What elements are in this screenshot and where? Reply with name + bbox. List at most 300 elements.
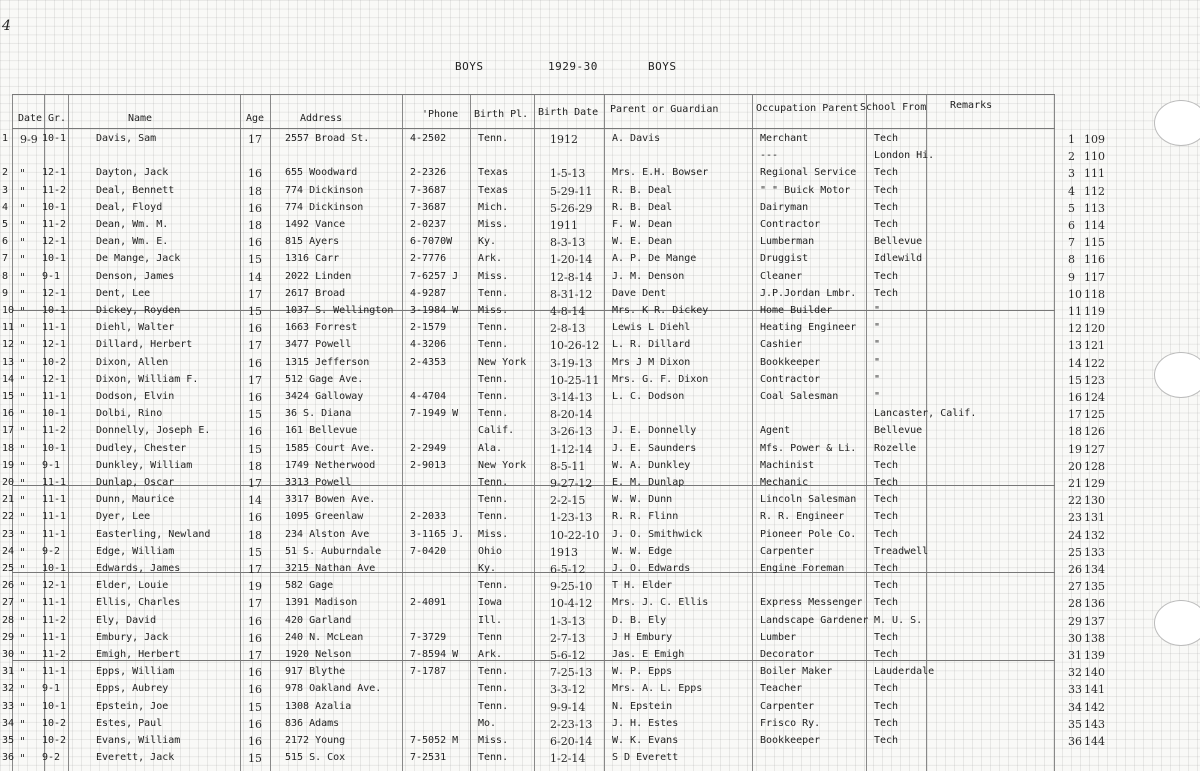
row-number: 6 bbox=[2, 236, 9, 248]
row-birthplace: Ark. bbox=[478, 649, 503, 660]
row-parent: R. R. Flinn bbox=[612, 511, 679, 523]
row-school: Tech bbox=[874, 133, 899, 144]
row-occupation: Mechanic bbox=[760, 477, 809, 488]
row-parent: J. M. Denson bbox=[612, 270, 685, 282]
row-birthplace: Ky. bbox=[478, 563, 497, 574]
row-name: Dudley, Chester bbox=[96, 442, 187, 454]
row-school: Tech bbox=[874, 631, 899, 643]
row-number: 9 bbox=[2, 287, 9, 299]
row-school: M. U. S. bbox=[874, 614, 923, 626]
table-row bbox=[0, 405, 1200, 422]
row-ref-b: 136 bbox=[1084, 597, 1105, 611]
row-age: 15 bbox=[248, 545, 262, 559]
row-birthdate: 1-23-13 bbox=[550, 511, 593, 525]
row-phone: 4-9287 bbox=[410, 287, 447, 299]
row-school: Tech bbox=[874, 494, 899, 506]
row-grade: 10-1 bbox=[42, 201, 67, 213]
row-birthdate: 8-31-12 bbox=[550, 287, 593, 301]
row-phone: 7-6257 J bbox=[410, 270, 459, 282]
row-phone: 7-8594 W bbox=[410, 649, 459, 660]
row-birthdate: 12-8-14 bbox=[550, 270, 593, 284]
row-birthdate: 3-19-13 bbox=[550, 356, 593, 370]
row-grade: 11-1 bbox=[42, 666, 67, 678]
row-school: " bbox=[874, 356, 881, 368]
table-row bbox=[0, 543, 1200, 560]
row-parent: J H Embury bbox=[612, 631, 673, 643]
row-date: " bbox=[20, 545, 26, 559]
row-grade: 12-1 bbox=[42, 287, 67, 299]
row-ref-b: 135 bbox=[1084, 580, 1105, 594]
row-birthdate: 5-6-12 bbox=[550, 649, 586, 662]
table-row bbox=[0, 680, 1200, 697]
row-address: 2022 Linden bbox=[285, 270, 352, 282]
row-birthplace: Miss. bbox=[478, 528, 509, 540]
row-age: 15 bbox=[248, 305, 262, 318]
row-ref-b: 128 bbox=[1084, 459, 1105, 473]
row-ref-a: 17 bbox=[1068, 408, 1082, 422]
row-parent: A. Davis bbox=[612, 133, 661, 144]
row-date: " bbox=[20, 425, 26, 439]
row-grade: 10-2 bbox=[42, 356, 67, 368]
row-age: 14 bbox=[248, 494, 262, 508]
row-number: 32 bbox=[2, 683, 15, 695]
row-number: 12 bbox=[2, 339, 15, 351]
row-ref-b: 144 bbox=[1084, 735, 1105, 748]
row-occupation: Coal Salesman bbox=[760, 391, 839, 402]
row-ref-b: 118 bbox=[1084, 287, 1105, 301]
row-date: " bbox=[20, 442, 26, 456]
row-name: Dillard, Herbert bbox=[96, 339, 193, 351]
row-address: 917 Blythe bbox=[285, 666, 346, 678]
row-school: Lauderdale bbox=[874, 666, 935, 678]
row-phone: 7-5052 M bbox=[410, 735, 459, 746]
row-date: " bbox=[20, 356, 26, 370]
row-occupation: Boiler Maker bbox=[760, 666, 833, 678]
row-parent: L. C. Dodson bbox=[612, 391, 685, 402]
row-address: 1315 Jefferson bbox=[285, 356, 370, 368]
row-name: Edwards, James bbox=[96, 563, 181, 574]
row-ref-b: 120 bbox=[1084, 322, 1105, 336]
row-name: Dyer, Lee bbox=[96, 511, 151, 523]
row-address: 1095 Greenlaw bbox=[285, 511, 364, 523]
row-ref-a: 6 bbox=[1068, 219, 1075, 232]
row-birthplace: Miss. bbox=[478, 219, 509, 230]
row-phone: 2-7776 bbox=[410, 253, 447, 265]
row-age: 16 bbox=[248, 391, 262, 404]
row-grade: 10-1 bbox=[42, 133, 67, 144]
table-row bbox=[0, 336, 1200, 353]
row-date: " bbox=[20, 236, 26, 250]
row-ref-a: 24 bbox=[1068, 528, 1082, 542]
row-school: Idlewild bbox=[874, 253, 923, 265]
row-age: 14 bbox=[248, 270, 262, 284]
row-parent: W. W. Edge bbox=[612, 545, 673, 557]
row-ref-a: 3 bbox=[1068, 167, 1075, 181]
row-date: " bbox=[20, 253, 26, 267]
row-occupation: Agent bbox=[760, 425, 791, 437]
row-ref-b: 125 bbox=[1084, 408, 1105, 422]
row-ref-a: 28 bbox=[1068, 597, 1082, 611]
row-address: 1585 Court Ave. bbox=[285, 442, 376, 454]
table-row bbox=[0, 371, 1200, 388]
row-parent: W. W. Dunn bbox=[612, 494, 673, 506]
row-school: Bellevue bbox=[874, 236, 923, 248]
row-grade: 9-1 bbox=[42, 270, 61, 282]
table-row bbox=[0, 491, 1200, 508]
col-name: Name bbox=[128, 113, 153, 124]
row-grade: 10-1 bbox=[42, 442, 67, 454]
row-date: " bbox=[20, 339, 26, 353]
row-school: Tech bbox=[874, 717, 899, 729]
row-birthdate: 9-9-14 bbox=[550, 700, 586, 714]
row-number: 2 bbox=[2, 167, 9, 179]
row-name: Emigh, Herbert bbox=[96, 649, 181, 660]
row-number: 19 bbox=[2, 459, 15, 471]
row-school: Tech bbox=[874, 597, 899, 609]
row-date: " bbox=[20, 494, 26, 508]
row-birthdate: 1-3-13 bbox=[550, 614, 586, 628]
row-age: 18 bbox=[248, 184, 262, 198]
row-phone: 7-3687 bbox=[410, 201, 447, 213]
row-address: 3313 Powell bbox=[285, 477, 352, 488]
row-parent: S D Everett bbox=[612, 752, 679, 764]
row-parent: Mrs. G. F. Dixon bbox=[612, 373, 709, 385]
row-name: Dunlap, Oscar bbox=[96, 477, 175, 488]
row-parent: W. E. Dean bbox=[612, 236, 673, 248]
row-date: " bbox=[20, 167, 26, 181]
row-date: " bbox=[20, 201, 26, 215]
row-date: " bbox=[20, 683, 26, 697]
table-row bbox=[0, 749, 1200, 766]
row-grade: 9-1 bbox=[42, 683, 61, 695]
row-phone: 2-2326 bbox=[410, 167, 447, 179]
row-occupation: " " Buick Motor bbox=[760, 184, 851, 196]
row-school: Tech bbox=[874, 167, 899, 179]
row-grade: 9-2 bbox=[42, 752, 61, 764]
row-age: 16 bbox=[248, 511, 262, 525]
row-phone: 4-3206 bbox=[410, 339, 447, 351]
row-parent: Jas. E Emigh bbox=[612, 649, 685, 660]
row-ref-a: 34 bbox=[1068, 700, 1082, 714]
row-number: 30 bbox=[2, 649, 15, 660]
row-ref-a: 16 bbox=[1068, 391, 1082, 404]
row-ref-a: 13 bbox=[1068, 339, 1082, 353]
row-address: 2557 Broad St. bbox=[285, 133, 370, 144]
row-grade: 11-1 bbox=[42, 391, 67, 402]
row-name: Everett, Jack bbox=[96, 752, 175, 764]
row-ref-b: 124 bbox=[1084, 391, 1105, 404]
row-occupation: Druggist bbox=[760, 253, 809, 265]
row-school: Tech bbox=[874, 700, 899, 712]
header-boys-left: BOYS bbox=[455, 60, 484, 73]
row-date: " bbox=[20, 511, 26, 525]
row-ref-b: 123 bbox=[1084, 373, 1105, 387]
table-row bbox=[0, 594, 1200, 611]
row-name: Dean, Wm. M. bbox=[96, 219, 169, 230]
row-ref-b: 117 bbox=[1084, 270, 1105, 284]
row-name: Epps, William bbox=[96, 666, 175, 678]
row-school: Tech bbox=[874, 477, 899, 488]
col-grade: Gr. bbox=[48, 113, 67, 124]
row-ref-a: 25 bbox=[1068, 545, 1082, 559]
row-grade: 10-1 bbox=[42, 253, 67, 265]
row-school: Tech bbox=[874, 201, 899, 213]
row-occupation: Dairyman bbox=[760, 201, 809, 213]
row-birthdate: 6-20-14 bbox=[550, 735, 593, 748]
row-age: 17 bbox=[248, 477, 262, 490]
row-school: " bbox=[874, 391, 881, 402]
row-occupation: Lumberman bbox=[760, 236, 815, 248]
row-age: 16 bbox=[248, 735, 262, 748]
row-date: " bbox=[20, 459, 26, 473]
row-age: 16 bbox=[248, 167, 262, 181]
row-ref-b: 132 bbox=[1084, 528, 1105, 542]
row-age: 17 bbox=[248, 649, 262, 662]
row-address: 1663 Forrest bbox=[285, 322, 358, 334]
row-address: 3424 Galloway bbox=[285, 391, 364, 402]
row-grade: 11-2 bbox=[42, 614, 67, 626]
row-grade: 11-1 bbox=[42, 477, 67, 488]
row-age: 18 bbox=[248, 219, 262, 232]
row-age: 16 bbox=[248, 201, 262, 215]
row-school: " bbox=[874, 373, 881, 385]
row-parent: Dave Dent bbox=[612, 287, 667, 299]
row-name: Dayton, Jack bbox=[96, 167, 169, 179]
row-grade: 11-1 bbox=[42, 631, 67, 643]
header-boys-right: BOYS bbox=[648, 60, 677, 73]
row-age: 18 bbox=[248, 459, 262, 473]
row-birthplace: Tenn. bbox=[478, 666, 509, 678]
row-phone: 2-4353 bbox=[410, 356, 447, 368]
row-address: 1037 S. Wellington bbox=[285, 305, 394, 316]
row-age: 17 bbox=[248, 133, 262, 146]
row-birthplace: Ala. bbox=[478, 442, 503, 454]
row-school: Bellevue bbox=[874, 425, 923, 437]
row-ref-b: 137 bbox=[1084, 614, 1105, 628]
row-parent: L. R. Dillard bbox=[612, 339, 691, 351]
row-number: 21 bbox=[2, 494, 15, 506]
row-number: 34 bbox=[2, 717, 15, 729]
row-parent: Mrs. A. L. Epps bbox=[612, 683, 703, 695]
row-birthplace: Tenn. bbox=[478, 580, 509, 592]
row-name: Dolbi, Rino bbox=[96, 408, 163, 420]
row-age: 15 bbox=[248, 253, 262, 267]
row-birthplace: Miss. bbox=[478, 735, 509, 746]
row-occupation: Bookkeeper bbox=[760, 735, 821, 746]
row-ref-a: 31 bbox=[1068, 649, 1082, 662]
row-number: 16 bbox=[2, 408, 15, 420]
row-age: 15 bbox=[248, 442, 262, 456]
table-row bbox=[0, 285, 1200, 302]
row-name: Epps, Aubrey bbox=[96, 683, 169, 695]
row-age: 16 bbox=[248, 717, 262, 731]
row-ref-a: 1 bbox=[1068, 133, 1075, 146]
row-school: Tech bbox=[874, 735, 899, 746]
row-phone: 2-4091 bbox=[410, 597, 447, 609]
row-birthdate: 10-25-11 bbox=[550, 373, 600, 387]
row-parent: Mrs. K R. Dickey bbox=[612, 305, 709, 316]
row-name: Epstein, Joe bbox=[96, 700, 169, 712]
row-grade: 11-1 bbox=[42, 528, 67, 540]
row-birthplace: New York bbox=[478, 459, 527, 471]
row-address: 774 Dickinson bbox=[285, 201, 364, 213]
row-ref-a: 5 bbox=[1068, 201, 1075, 215]
row-birthdate: 10-22-10 bbox=[550, 528, 600, 542]
row-birthdate: 3-26-13 bbox=[550, 425, 593, 439]
table-row bbox=[0, 319, 1200, 336]
table-row bbox=[0, 354, 1200, 371]
row-birthplace: Tenn. bbox=[478, 494, 509, 506]
row-birthdate: 1-20-14 bbox=[550, 253, 593, 267]
row-occupation: Heating Engineer bbox=[760, 322, 857, 334]
table-row bbox=[0, 715, 1200, 732]
row-birthplace: Miss. bbox=[478, 305, 509, 316]
binder-punch-hole bbox=[1154, 100, 1200, 146]
row-phone: 2-2033 bbox=[410, 511, 447, 523]
row-occupation: Regional Service bbox=[760, 167, 857, 179]
row-name: Edge, William bbox=[96, 545, 175, 557]
row-parent: E. M. Dunlap bbox=[612, 477, 685, 488]
row-number: 26 bbox=[2, 580, 15, 592]
row-grade: 11-2 bbox=[42, 649, 67, 660]
row-grade: 12-1 bbox=[42, 339, 67, 351]
row-address: 1920 Nelson bbox=[285, 649, 352, 660]
row-number: 23 bbox=[2, 528, 15, 540]
row-address: 1316 Carr bbox=[285, 253, 340, 265]
row-occupation: Merchant bbox=[760, 133, 809, 144]
row-parent: R. B. Deal bbox=[612, 201, 673, 213]
row-school: London Hi. bbox=[874, 150, 935, 162]
row-occupation: Landscape Gardener bbox=[760, 614, 869, 626]
row-number: 25 bbox=[2, 563, 15, 574]
row-birthdate: 1911 bbox=[550, 219, 578, 232]
row-grade: 10-1 bbox=[42, 305, 67, 316]
row-number: 14 bbox=[2, 373, 15, 385]
row-birthdate: 5-26-29 bbox=[550, 201, 593, 215]
row-ref-a: 8 bbox=[1068, 253, 1075, 267]
row-date: " bbox=[20, 614, 26, 628]
table-row bbox=[0, 698, 1200, 715]
row-phone: 7-0420 bbox=[410, 545, 447, 557]
table-row bbox=[0, 732, 1200, 749]
row-occupation: Carpenter bbox=[760, 545, 815, 557]
row-occupation: Contractor bbox=[760, 373, 821, 385]
row-name: Estes, Paul bbox=[96, 717, 163, 729]
row-number: 27 bbox=[2, 597, 15, 609]
row-grade: 10-2 bbox=[42, 735, 67, 746]
row-birthdate: 4-8-14 bbox=[550, 305, 586, 318]
row-age: 17 bbox=[248, 563, 262, 576]
row-parent: J. O. Edwards bbox=[612, 563, 691, 574]
row-ref-a: 18 bbox=[1068, 425, 1082, 439]
row-address: 1308 Azalia bbox=[285, 700, 352, 712]
row-grade: 11-1 bbox=[42, 494, 67, 506]
row-occupation: Teacher bbox=[760, 683, 803, 695]
row-address: 3215 Nathan Ave bbox=[285, 563, 376, 574]
table-row bbox=[0, 457, 1200, 474]
row-age: 17 bbox=[248, 339, 262, 353]
row-ref-a: 23 bbox=[1068, 511, 1082, 525]
row-parent: Mrs J M Dixon bbox=[612, 356, 691, 368]
row-age: 17 bbox=[248, 597, 262, 611]
row-number: 10 bbox=[2, 305, 15, 316]
row-number: 33 bbox=[2, 700, 15, 712]
row-birthplace: Texas bbox=[478, 167, 509, 179]
row-date: " bbox=[20, 270, 26, 284]
row-parent: Lewis L Diehl bbox=[612, 322, 691, 334]
row-age: 15 bbox=[248, 752, 262, 766]
row-phone: 7-3729 bbox=[410, 631, 447, 643]
row-parent: T H. Elder bbox=[612, 580, 673, 592]
row-birthplace: Calif. bbox=[478, 425, 515, 437]
table-row bbox=[0, 612, 1200, 629]
row-date: " bbox=[20, 700, 26, 714]
row-occupation: Mfs. Power & Li. bbox=[760, 442, 857, 454]
row-birthplace: New York bbox=[478, 356, 527, 368]
table-row bbox=[0, 560, 1200, 577]
row-school: Tech bbox=[874, 528, 899, 540]
row-birthdate: 3-3-12 bbox=[550, 683, 586, 697]
row-birthdate: 6-5-12 bbox=[550, 563, 586, 576]
row-address: 655 Woodward bbox=[285, 167, 358, 179]
row-address: 978 Oakland Ave. bbox=[285, 683, 382, 695]
row-parent: D. B. Ely bbox=[612, 614, 667, 626]
row-age: 16 bbox=[248, 322, 262, 336]
row-school: Tech bbox=[874, 270, 899, 282]
table-row bbox=[0, 130, 1200, 147]
row-school: " bbox=[874, 305, 881, 316]
row-occupation: --- bbox=[760, 150, 779, 162]
row-number: 13 bbox=[2, 356, 15, 368]
row-birthplace: Mo. bbox=[478, 717, 497, 729]
row-ref-b: 139 bbox=[1084, 649, 1105, 662]
row-ref-b: 131 bbox=[1084, 511, 1105, 525]
row-school: Tech bbox=[874, 219, 899, 230]
row-phone: 7-1949 W bbox=[410, 408, 459, 420]
row-age: 16 bbox=[248, 356, 262, 370]
row-phone: 6-7070W bbox=[410, 236, 453, 248]
table-row bbox=[0, 268, 1200, 285]
row-ref-b: 129 bbox=[1084, 477, 1105, 490]
row-date: " bbox=[20, 477, 26, 490]
binder-punch-hole bbox=[1154, 352, 1200, 398]
row-birthplace: Ohio bbox=[478, 545, 503, 557]
row-ref-b: 119 bbox=[1084, 305, 1105, 318]
row-address: 36 S. Diana bbox=[285, 408, 352, 420]
row-address: 161 Bellevue bbox=[285, 425, 358, 437]
row-number: 28 bbox=[2, 614, 15, 626]
row-birthdate: 2-8-13 bbox=[550, 322, 586, 336]
row-ref-b: 141 bbox=[1084, 683, 1105, 697]
row-ref-a: 27 bbox=[1068, 580, 1082, 594]
row-name: Diehl, Walter bbox=[96, 322, 175, 334]
row-occupation: Pioneer Pole Co. bbox=[760, 528, 857, 540]
row-ref-b: 126 bbox=[1084, 425, 1105, 439]
row-number: 4 bbox=[2, 201, 9, 213]
row-birthdate: 1912 bbox=[550, 133, 578, 146]
col-age: Age bbox=[246, 113, 265, 124]
row-number: 18 bbox=[2, 442, 15, 454]
row-school: " bbox=[874, 339, 881, 351]
row-phone: 2-0237 bbox=[410, 219, 447, 230]
row-name: Ely, David bbox=[96, 614, 157, 626]
table-row bbox=[0, 474, 1200, 491]
header-year: 1929-30 bbox=[548, 60, 598, 73]
row-occupation: Frisco Ry. bbox=[760, 717, 821, 729]
row-ref-a: 7 bbox=[1068, 236, 1075, 250]
row-birthdate: 8-5-11 bbox=[550, 459, 586, 473]
row-birthplace: Iowa bbox=[478, 597, 503, 609]
